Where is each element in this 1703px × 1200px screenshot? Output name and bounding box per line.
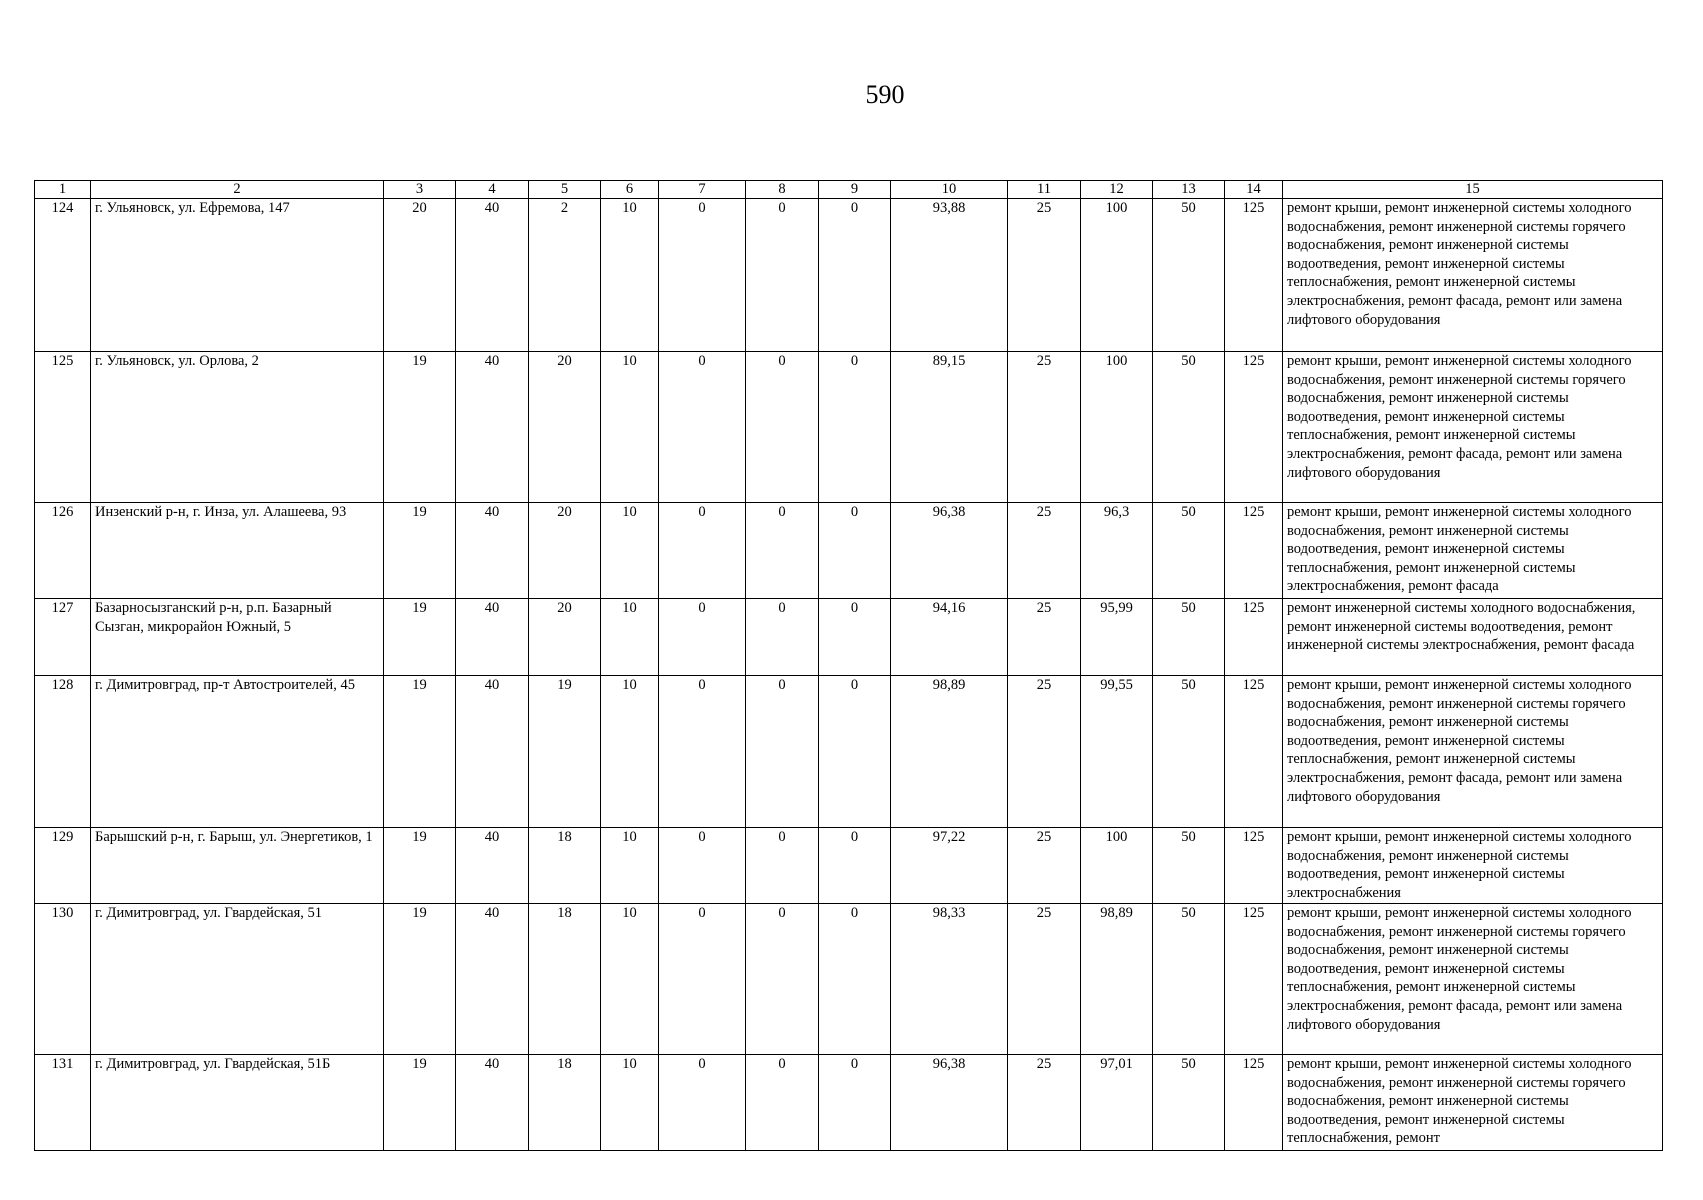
value-cell: 125 (1225, 599, 1283, 676)
data-table (34, 180, 1663, 1151)
value-cell: 50 (1153, 904, 1225, 1055)
row-number: 126 (35, 503, 91, 599)
row-number: 130 (35, 904, 91, 1055)
col-header: 14 (1225, 181, 1283, 199)
works-cell: ремонт крыши, ремонт инженерной системы холодного водоснабжения, ремонт инженерной системы горячего водоснабжения, ремонт инженерной системы водоотведения, ремонт инженерной системы теплоснабжения, ремонт (1283, 1055, 1663, 1151)
value-cell: 0 (819, 599, 891, 676)
value-cell: 40 (456, 1055, 529, 1151)
value-cell: 10 (601, 199, 659, 352)
value-cell: 0 (746, 676, 819, 828)
value-cell: 98,33 (891, 904, 1008, 1055)
value-cell: 0 (746, 599, 819, 676)
value-cell: 99,55 (1081, 676, 1153, 828)
value-cell: 20 (529, 599, 601, 676)
value-cell: 0 (746, 199, 819, 352)
value-cell: 125 (1225, 199, 1283, 352)
col-header: 10 (891, 181, 1008, 199)
value-cell: 98,89 (1081, 904, 1153, 1055)
table-row (35, 199, 1663, 352)
table-row (35, 352, 1663, 503)
address-cell: Базарносызганский р-н, р.п. Базарный Сызган, микрорайон Южный, 5 (91, 599, 384, 676)
value-cell: 50 (1153, 676, 1225, 828)
row-number: 129 (35, 828, 91, 904)
value-cell: 19 (384, 1055, 456, 1151)
address-cell: г. Димитровград, ул. Гвардейская, 51Б (91, 1055, 384, 1151)
value-cell: 40 (456, 676, 529, 828)
value-cell: 95,99 (1081, 599, 1153, 676)
value-cell: 0 (659, 352, 746, 503)
value-cell: 25 (1008, 352, 1081, 503)
col-header: 8 (746, 181, 819, 199)
value-cell: 10 (601, 828, 659, 904)
value-cell: 125 (1225, 503, 1283, 599)
value-cell: 0 (819, 352, 891, 503)
table-row (35, 599, 1663, 676)
value-cell: 0 (746, 904, 819, 1055)
row-number: 125 (35, 352, 91, 503)
value-cell: 18 (529, 1055, 601, 1151)
works-cell: ремонт крыши, ремонт инженерной системы холодного водоснабжения, ремонт инженерной системы горячего водоснабжения, ремонт инженерной системы водоотведения, ремонт инженерной системы теплоснабжения, ремонт инженерной системы электроснабжения, ремонт фасада, ремонт или замена лифтового оборудования (1283, 676, 1663, 828)
value-cell: 96,38 (891, 1055, 1008, 1151)
page-number: 590 (865, 80, 905, 109)
value-cell: 125 (1225, 1055, 1283, 1151)
works-cell: ремонт инженерной системы холодного водоснабжения, ремонт инженерной системы водоотведения, ремонт инженерной системы электроснабжения, ремонт фасада (1283, 599, 1663, 676)
col-header: 12 (1081, 181, 1153, 199)
value-cell: 25 (1008, 828, 1081, 904)
value-cell: 10 (601, 1055, 659, 1151)
row-number: 128 (35, 676, 91, 828)
value-cell: 0 (819, 503, 891, 599)
works-cell: ремонт крыши, ремонт инженерной системы холодного водоснабжения, ремонт инженерной системы водоотведения, ремонт инженерной системы теплоснабжения, ремонт инженерной системы электроснабжения, ремонт фасада (1283, 503, 1663, 599)
value-cell: 25 (1008, 904, 1081, 1055)
col-header: 15 (1283, 181, 1663, 199)
col-header: 2 (91, 181, 384, 199)
address-cell: Инзенский р-н, г. Инза, ул. Алашеева, 93 (91, 503, 384, 599)
value-cell: 10 (601, 503, 659, 599)
works-cell: ремонт крыши, ремонт инженерной системы холодного водоснабжения, ремонт инженерной системы горячего водоснабжения, ремонт инженерной системы водоотведения, ремонт инженерной системы теплоснабжения, ремонт инженерной системы электроснабжения, ремонт фасада, ремонт или замена лифтового оборудования (1283, 352, 1663, 503)
value-cell: 25 (1008, 503, 1081, 599)
value-cell: 0 (819, 199, 891, 352)
row-number: 124 (35, 199, 91, 352)
value-cell: 0 (659, 199, 746, 352)
value-cell: 19 (384, 904, 456, 1055)
value-cell: 40 (456, 503, 529, 599)
value-cell: 40 (456, 904, 529, 1055)
row-number: 131 (35, 1055, 91, 1151)
value-cell: 50 (1153, 1055, 1225, 1151)
value-cell: 19 (384, 599, 456, 676)
value-cell: 100 (1081, 828, 1153, 904)
value-cell: 0 (659, 828, 746, 904)
value-cell: 19 (384, 676, 456, 828)
header-row (35, 181, 1663, 199)
table-row (35, 828, 1663, 904)
value-cell: 100 (1081, 199, 1153, 352)
col-header: 1 (35, 181, 91, 199)
table-row (35, 676, 1663, 828)
value-cell: 25 (1008, 599, 1081, 676)
col-header: 9 (819, 181, 891, 199)
value-cell: 125 (1225, 676, 1283, 828)
col-header: 7 (659, 181, 746, 199)
value-cell: 0 (746, 352, 819, 503)
value-cell: 0 (819, 904, 891, 1055)
value-cell: 0 (659, 503, 746, 599)
value-cell: 125 (1225, 828, 1283, 904)
value-cell: 0 (659, 904, 746, 1055)
table-row (35, 1055, 1663, 1151)
col-header: 3 (384, 181, 456, 199)
value-cell: 40 (456, 599, 529, 676)
value-cell: 96,38 (891, 503, 1008, 599)
value-cell: 10 (601, 599, 659, 676)
value-cell: 0 (819, 1055, 891, 1151)
works-cell: ремонт крыши, ремонт инженерной системы холодного водоснабжения, ремонт инженерной системы водоотведения, ремонт инженерной системы электроснабжения (1283, 828, 1663, 904)
row-number: 127 (35, 599, 91, 676)
value-cell: 10 (601, 904, 659, 1055)
value-cell: 0 (659, 599, 746, 676)
value-cell: 100 (1081, 352, 1153, 503)
table-row (35, 904, 1663, 1055)
value-cell: 0 (746, 1055, 819, 1151)
value-cell: 2 (529, 199, 601, 352)
col-header: 5 (529, 181, 601, 199)
value-cell: 19 (384, 503, 456, 599)
col-header: 4 (456, 181, 529, 199)
address-cell: г. Ульяновск, ул. Ефремова, 147 (91, 199, 384, 352)
value-cell: 50 (1153, 828, 1225, 904)
value-cell: 19 (529, 676, 601, 828)
value-cell: 50 (1153, 352, 1225, 503)
value-cell: 50 (1153, 599, 1225, 676)
value-cell: 50 (1153, 503, 1225, 599)
value-cell: 125 (1225, 904, 1283, 1055)
value-cell: 0 (659, 1055, 746, 1151)
value-cell: 20 (384, 199, 456, 352)
address-cell: г. Ульяновск, ул. Орлова, 2 (91, 352, 384, 503)
value-cell: 93,88 (891, 199, 1008, 352)
value-cell: 18 (529, 828, 601, 904)
value-cell: 20 (529, 352, 601, 503)
address-cell: г. Димитровград, ул. Гвардейская, 51 (91, 904, 384, 1055)
value-cell: 97,22 (891, 828, 1008, 904)
value-cell: 89,15 (891, 352, 1008, 503)
table-row (35, 503, 1663, 599)
value-cell: 0 (746, 828, 819, 904)
value-cell: 94,16 (891, 599, 1008, 676)
address-cell: Барышский р-н, г. Барыш, ул. Энергетиков, 1 (91, 828, 384, 904)
value-cell: 97,01 (1081, 1055, 1153, 1151)
value-cell: 125 (1225, 352, 1283, 503)
col-header: 13 (1153, 181, 1225, 199)
value-cell: 10 (601, 352, 659, 503)
value-cell: 0 (746, 503, 819, 599)
value-cell: 19 (384, 828, 456, 904)
value-cell: 0 (819, 828, 891, 904)
address-cell: г. Димитровград, пр-т Автостроителей, 45 (91, 676, 384, 828)
value-cell: 25 (1008, 676, 1081, 828)
col-header: 11 (1008, 181, 1081, 199)
value-cell: 40 (456, 828, 529, 904)
value-cell: 96,3 (1081, 503, 1153, 599)
col-header: 6 (601, 181, 659, 199)
value-cell: 40 (456, 352, 529, 503)
value-cell: 18 (529, 904, 601, 1055)
value-cell: 0 (659, 676, 746, 828)
value-cell: 50 (1153, 199, 1225, 352)
works-cell: ремонт крыши, ремонт инженерной системы холодного водоснабжения, ремонт инженерной системы горячего водоснабжения, ремонт инженерной системы водоотведения, ремонт инженерной системы теплоснабжения, ремонт инженерной системы электроснабжения, ремонт фасада, ремонт или замена лифтового оборудования (1283, 199, 1663, 352)
value-cell: 40 (456, 199, 529, 352)
value-cell: 10 (601, 676, 659, 828)
value-cell: 20 (529, 503, 601, 599)
works-cell: ремонт крыши, ремонт инженерной системы холодного водоснабжения, ремонт инженерной системы горячего водоснабжения, ремонт инженерной системы водоотведения, ремонт инженерной системы теплоснабжения, ремонт инженерной системы электроснабжения, ремонт фасада, ремонт или замена лифтового оборудования (1283, 904, 1663, 1055)
value-cell: 98,89 (891, 676, 1008, 828)
value-cell: 19 (384, 352, 456, 503)
value-cell: 0 (819, 676, 891, 828)
value-cell: 25 (1008, 199, 1081, 352)
value-cell: 25 (1008, 1055, 1081, 1151)
